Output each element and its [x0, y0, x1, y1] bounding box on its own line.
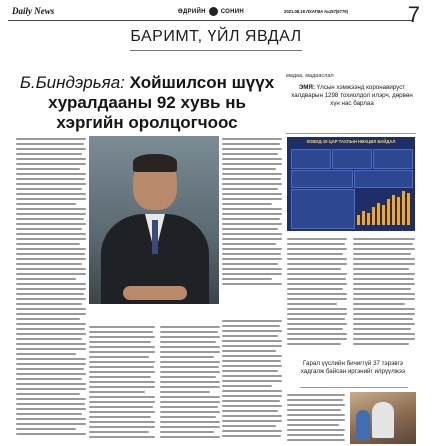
article-byline: Б.Биндэрьяа: [19, 73, 125, 92]
sidebar-divider [286, 133, 416, 134]
text-column-1 [16, 138, 86, 438]
covid-infographic [287, 137, 415, 231]
sidebar-top-label: мадаа, мадааслал [286, 73, 334, 79]
paper-name-left: ӨДРИЙН [178, 9, 206, 16]
sidebar-note-text: Үлсын хэмжээнд коронавируст халдварын 1298 тохиолдол илэрч, дөрвөн хүн нас барлаа [291, 84, 413, 107]
section-title: БАРИМТ, ҮЙЛ ЯВДАЛ [130, 28, 302, 45]
issue-info: 2021.08.18 ЛХАГВА №157(6779) [284, 9, 349, 14]
article-photo [89, 136, 219, 304]
sidebar-photo [350, 392, 416, 444]
sidebar-text-2 [353, 238, 415, 348]
masthead-divider [8, 20, 412, 21]
newspaper-name [178, 7, 244, 16]
text-column-4 [160, 326, 220, 441]
text-column-3 [89, 326, 155, 441]
infographic-title: КОВИД-19 ЦАР ТАХЛЫН НӨХЦӨЛ БАЙДАЛ [306, 139, 396, 144]
text-column-2 [222, 138, 282, 288]
sidebar-text-1 [287, 238, 347, 348]
sidebar-note-label: ЭМЯ: [298, 84, 315, 91]
seal-icon [209, 7, 218, 16]
page-number: 7 [407, 2, 420, 27]
paper-name-right: СОНИН [220, 9, 245, 16]
sidebar-news-note [290, 84, 414, 108]
article-title: Хойшилсон шүүх хуралдааны 92 хувь нь хэргийн оролцогчоос [48, 73, 275, 132]
sidebar-text-3 [287, 394, 345, 444]
section-underline [130, 50, 302, 51]
text-column-5 [222, 320, 282, 440]
newspaper-logo: Daily News [12, 6, 55, 16]
sidebar-caption-divider [300, 387, 408, 388]
sidebar-photo-caption: Гарал үүслийн бичиггүй 37 тэрэвгэ хадгалж байсан иргэнийг илрүүлжээ [300, 360, 406, 375]
